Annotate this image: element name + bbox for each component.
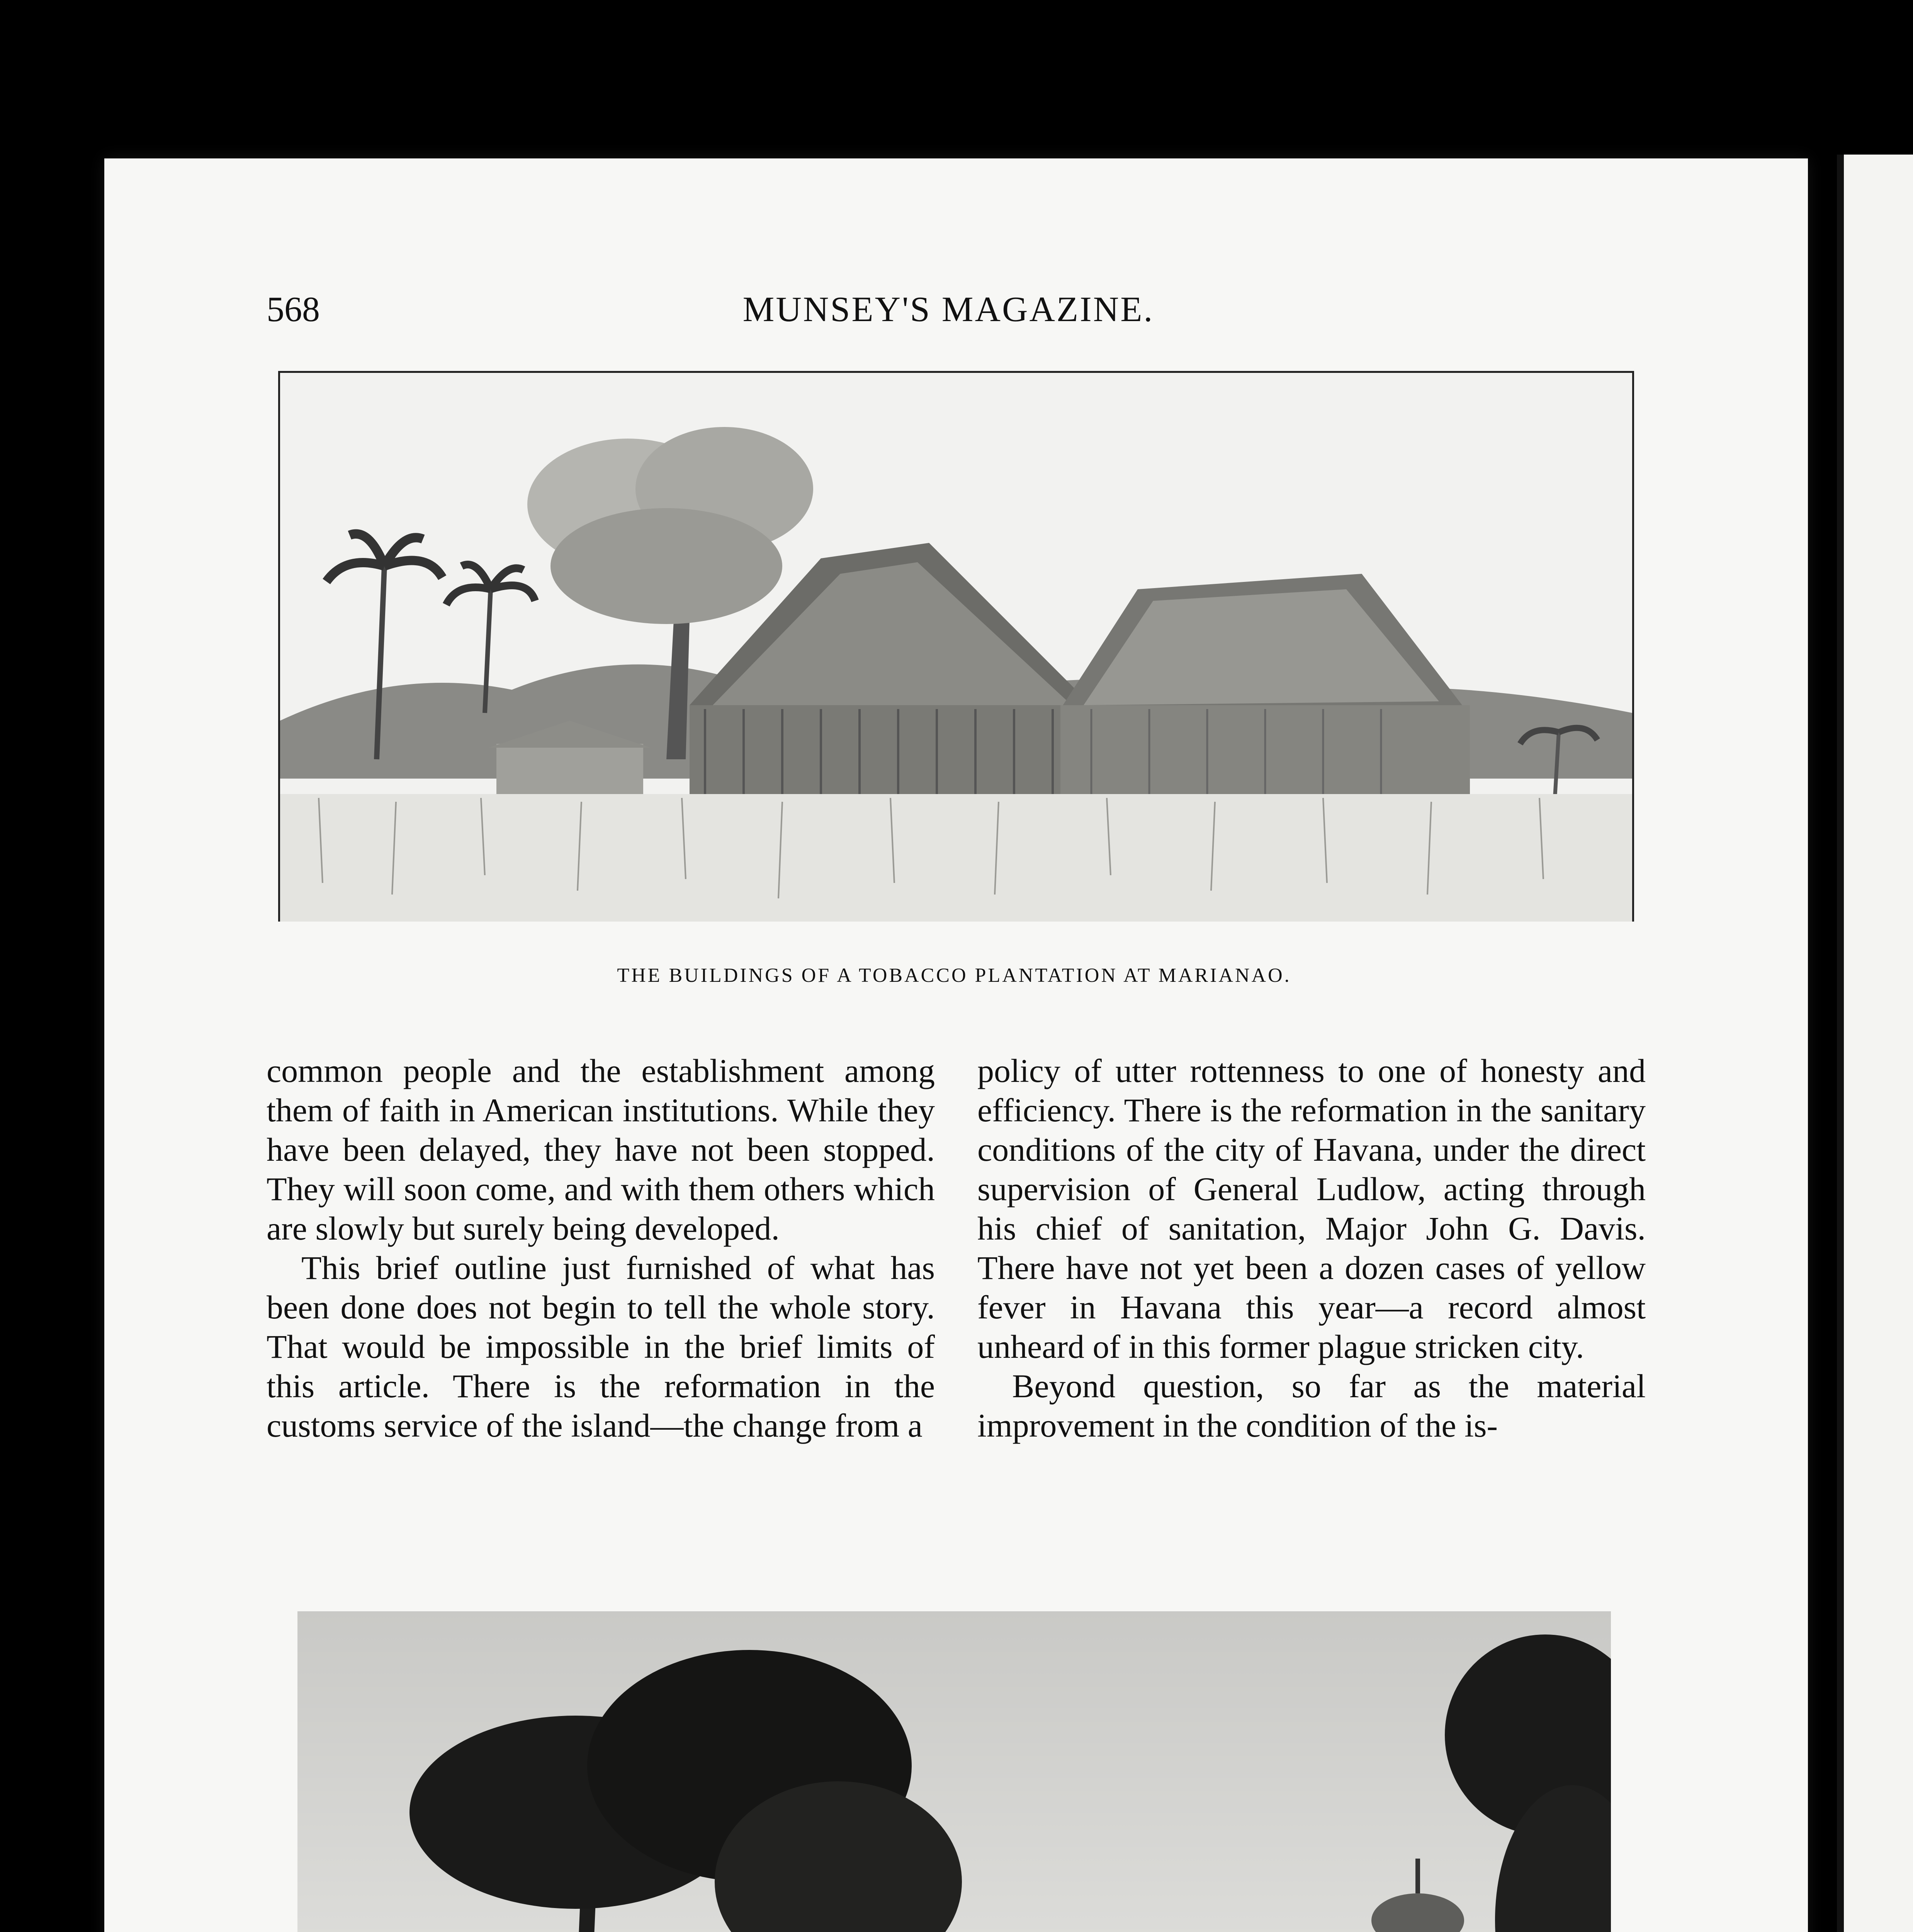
running-head: [104, 286, 1808, 332]
article-left-column: [267, 1051, 935, 1445]
right-paragraph-2: Beyond question, so far as the material improvement in the condition of the is-: [977, 1367, 1646, 1444]
magazine-page: [104, 158, 1808, 1932]
right-paragraph-1: policy of utter rottenness to one of honesty and efficiency. There is the reformation in the sanitary conditions of the city of Havana, under the direct supervision of General Ludlow, acting through his chief of sanitation, Major John G. Davis. There have not yet been a dozen cases of yellow fever in Havana this year—a record almost unheard of in this former plague stricken city.: [977, 1052, 1646, 1365]
left-paragraph-2: This brief outline just furnished of what has been done does not begin to tell the whole story. That would be impossible in the brief limits of this article. There is the reformation in the customs service of the island—the change from a: [267, 1249, 935, 1444]
plantation-drawing: [280, 373, 1632, 922]
magazine-title: MUNSEY'S MAGAZINE.: [742, 289, 1154, 329]
page-number: 568: [267, 289, 320, 329]
adjacent-page-edge: [1837, 155, 1913, 1932]
article-right-column: [977, 1051, 1646, 1445]
left-paragraph-1: common people and the establishment among them of faith in American institutions. While they have been delayed, they have not been stopped. They will soon come, and with them others which are slowly but surely being developed.: [267, 1052, 935, 1247]
suburban-house-photograph: [297, 1611, 1611, 1932]
el-cerro-house-photo: [297, 1611, 1611, 1932]
top-illustration-caption: THE BUILDINGS OF A TOBACCO PLANTATION AT MARIANAO.: [617, 964, 1291, 986]
tobacco-plantation-illustration: [278, 371, 1634, 922]
